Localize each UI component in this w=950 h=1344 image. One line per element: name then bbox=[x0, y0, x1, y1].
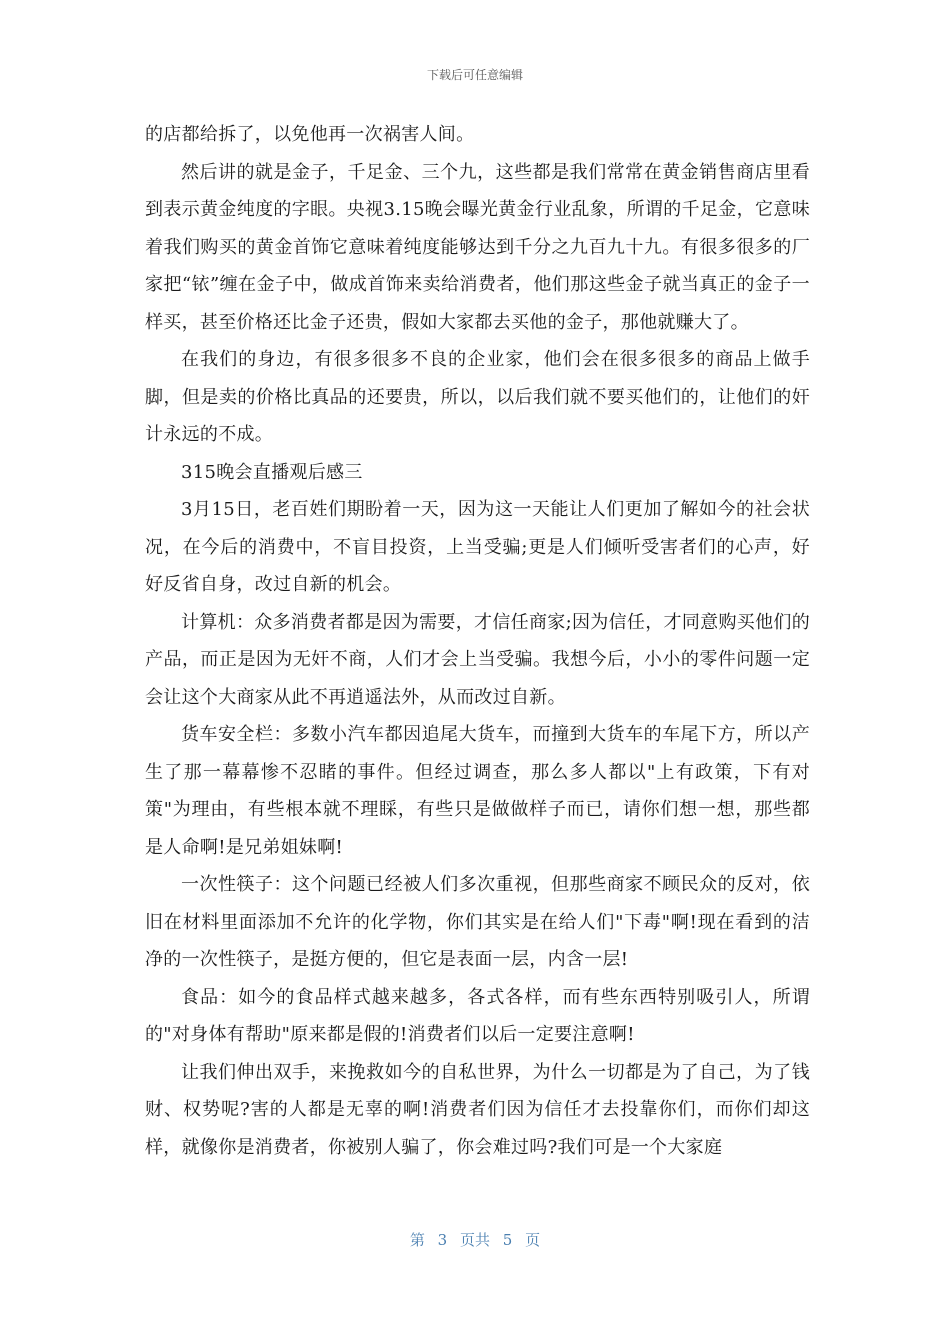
section-heading: 315晚会直播观后感三 bbox=[181, 461, 363, 483]
paragraph: 货车安全栏：多数小汽车都因追尾大货车，而撞到大货车的车尾下方，所以产生了那一幕幕惨不忍睹的事件。但经过调查，那么多人都以"上有政策，下有对策"为理由，有些根本就不理睬，有些只是做做样子而已，请你们想一想，那些都是人命啊!是兄弟姐妹啊! bbox=[145, 724, 810, 858]
paragraph: 的店都给拆了，以免他再一次祸害人间。 bbox=[145, 124, 475, 145]
page-header: 下载后可任意编辑 bbox=[426, 68, 523, 82]
document-body bbox=[145, 116, 810, 1166]
paragraph: 然后讲的就是金子，千足金、三个九，这些都是我们常常在黄金销售商店里看到表示黄金纯度的字眼。央视3.15晚会曝光黄金行业乱象，所谓的千足金，它意味着我们购买的黄金首饰它意味着纯度能够达到千分之九百九十九。有很多很多的厂家把“铱”缠在金子中，做成首饰来卖给消费者，他们那这些金子就当真正的金子一样买，甚至价格还比金子还贵，假如大家都去买他的金子，那他就赚大了。 bbox=[145, 161, 810, 333]
paragraph: 食品：如今的食品样式越来越多，各式各样，而有些东西特别吸引人，所谓的"对身体有帮助"原来都是假的!消费者们以后一定要注意啊! bbox=[145, 986, 810, 1045]
paragraph: 一次性筷子：这个问题已经被人们多次重视，但那些商家不顾民众的反对，依旧在材料里面添加不允许的化学物，你们其实是在给人们"下毒"啊!现在看到的洁净的一次性筷子，是挺方便的，但它是表面一层，内含一层! bbox=[145, 874, 810, 970]
page-number-footer: 第 3 页共 5 页 bbox=[409, 1231, 541, 1249]
paragraph: 3月15日，老百姓们期盼着一天，因为这一天能让人们更加了解如今的社会状况，在今后的消费中，不盲目投资，上当受骗;更是人们倾听受害者们的心声，好好反省自身，改过自新的机会。 bbox=[145, 499, 810, 595]
paragraph: 计算机：众多消费者都是因为需要，才信任商家;因为信任，才同意购买他们的产品，而正是因为无奸不商，人们才会上当受骗。我想今后，小小的零件问题一定会让这个大商家从此不再逍遥法外，从而改过自新。 bbox=[145, 611, 810, 708]
paragraph: 在我们的身边，有很多很多不良的企业家，他们会在很多很多的商品上做手脚，但是卖的价格比真品的还要贵，所以，以后我们就不要买他们的，让他们的奸计永远的不成。 bbox=[145, 349, 810, 445]
paragraph: 让我们伸出双手，来挽救如今的自私世界，为什么一切都是为了自己，为了钱财、权势呢?害的人都是无辜的啊!消费者们因为信任才去投靠你们，而你们却这样，就像你是消费者，你被别人骗了，你会难过吗?我们可是一个大家庭 bbox=[145, 1061, 810, 1158]
